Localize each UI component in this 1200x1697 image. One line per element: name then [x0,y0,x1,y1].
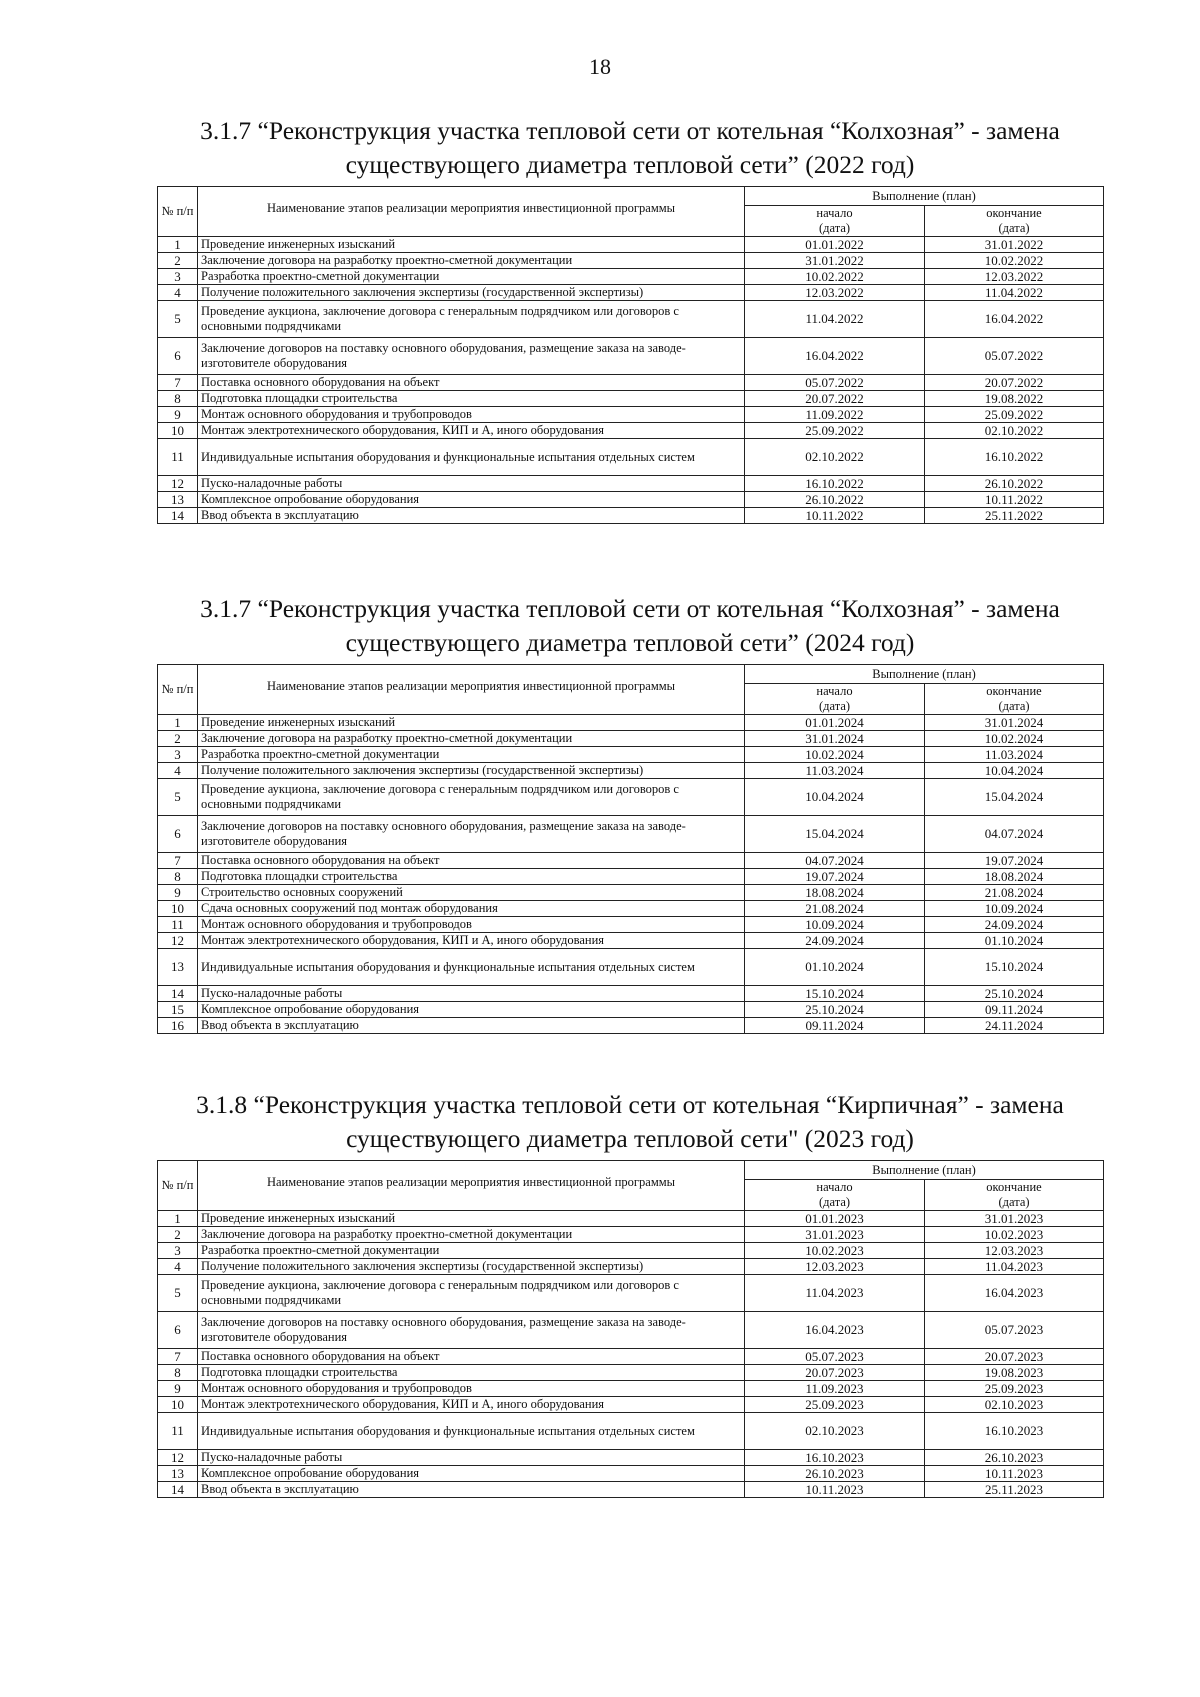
row-number: 5 [158,1275,198,1312]
end-date: 16.04.2022 [925,301,1104,338]
table-row [158,476,1104,492]
start-date: 05.07.2022 [745,375,925,391]
end-date: 16.10.2022 [925,439,1104,476]
table-row [158,1312,1104,1349]
stage-name: Проведение инженерных изысканий [198,237,745,253]
table-row [158,949,1104,986]
header-start-label: начало [816,684,853,698]
row-number: 8 [158,869,198,885]
stage-name: Пуско-наладочные работы [198,986,745,1002]
header-end-label: окончание [986,1180,1042,1194]
stage-name: Сдача основных сооружений под монтаж оборудования [198,901,745,917]
end-date: 11.03.2024 [925,747,1104,763]
table-row [158,375,1104,391]
section-title-line2: существующего диаметра тепловой сети" (2023 год) [346,1124,914,1153]
stage-name: Монтаж основного оборудования и трубопроводов [198,1381,745,1397]
stage-name: Поставка основного оборудования на объект [198,1349,745,1365]
section-kolkhoznaya-2024 [157,592,1103,1034]
end-date: 12.03.2023 [925,1243,1104,1259]
stage-name: Разработка проектно-сметной документации [198,1243,745,1259]
end-date: 04.07.2024 [925,816,1104,853]
row-number: 16 [158,1018,198,1034]
stage-name: Заключение договоров на поставку основного оборудования, размещение заказа на заводе-изготовителе оборудования [198,338,745,375]
end-date: 24.09.2024 [925,917,1104,933]
table-row [158,338,1104,375]
row-number: 13 [158,1466,198,1482]
row-number: 2 [158,731,198,747]
table-row [158,1002,1104,1018]
start-date: 18.08.2024 [745,885,925,901]
header-end [925,206,1104,237]
end-date: 11.04.2022 [925,285,1104,301]
row-number: 1 [158,715,198,731]
row-number: 3 [158,747,198,763]
header-name: Наименование этапов реализации мероприятия инвестиционной программы [198,1161,745,1211]
stage-name: Заключение договоров на поставку основного оборудования, размещение заказа на заводе-изготовителе оборудования [198,1312,745,1349]
table-row [158,1466,1104,1482]
end-date: 19.07.2024 [925,853,1104,869]
start-date: 16.10.2023 [745,1450,925,1466]
row-number: 2 [158,1227,198,1243]
stage-name: Индивидуальные испытания оборудования и функциональные испытания отдельных систем [198,439,745,476]
header-num: № п/п [158,187,198,237]
table-row [158,779,1104,816]
end-date: 11.04.2023 [925,1259,1104,1275]
table-row [158,1275,1104,1312]
row-number: 13 [158,949,198,986]
start-date: 31.01.2024 [745,731,925,747]
end-date: 10.11.2022 [925,492,1104,508]
section-title-line1: 3.1.7 “Реконструкция участка тепловой сети от котельная “Колхозная” - замена [200,116,1060,145]
stage-name: Разработка проектно-сметной документации [198,269,745,285]
stage-name: Комплексное опробование оборудования [198,1466,745,1482]
header-start-date: (дата) [818,1195,851,1209]
table-row [158,816,1104,853]
row-number: 13 [158,492,198,508]
start-date: 10.02.2022 [745,269,925,285]
row-number: 2 [158,253,198,269]
section-title-line2: существующего диаметра тепловой сети” (2024 год) [345,628,915,657]
start-date: 10.11.2022 [745,508,925,524]
start-date: 10.02.2024 [745,747,925,763]
start-date: 15.10.2024 [745,986,925,1002]
start-date: 09.11.2024 [745,1018,925,1034]
row-number: 11 [158,1413,198,1450]
row-number: 1 [158,237,198,253]
start-date: 11.09.2022 [745,407,925,423]
header-start [745,206,925,237]
table-row [158,763,1104,779]
row-number: 12 [158,1450,198,1466]
stage-name: Пуско-наладочные работы [198,476,745,492]
end-date: 10.11.2023 [925,1466,1104,1482]
stage-name: Монтаж электротехнического оборудования, КИП и А, иного оборудования [198,933,745,949]
table-row [158,391,1104,407]
header-execution: Выполнение (план) [745,1161,1104,1180]
row-number: 4 [158,763,198,779]
schedule-table [157,1160,1104,1498]
stage-name: Индивидуальные испытания оборудования и функциональные испытания отдельных систем [198,949,745,986]
end-date: 18.08.2024 [925,869,1104,885]
stage-name: Подготовка площадки строительства [198,869,745,885]
header-start-label: начало [816,1180,853,1194]
table-row [158,731,1104,747]
table-row [158,917,1104,933]
header-num: № п/п [158,1161,198,1211]
row-number: 3 [158,1243,198,1259]
header-end-date: (дата) [998,1195,1030,1209]
header-execution: Выполнение (план) [745,187,1104,206]
section-title [157,114,1103,182]
end-date: 25.11.2023 [925,1482,1104,1498]
header-end-label: окончание [986,684,1042,698]
start-date: 11.04.2023 [745,1275,925,1312]
section-title [157,1088,1103,1156]
stage-name: Поставка основного оборудования на объект [198,375,745,391]
table-row [158,1413,1104,1450]
stage-name: Проведение инженерных изысканий [198,1211,745,1227]
row-number: 1 [158,1211,198,1227]
header-name: Наименование этапов реализации мероприятия инвестиционной программы [198,187,745,237]
end-date: 31.01.2024 [925,715,1104,731]
table-row [158,269,1104,285]
row-number: 10 [158,901,198,917]
stage-name: Комплексное опробование оборудования [198,492,745,508]
table-row [158,1381,1104,1397]
end-date: 09.11.2024 [925,1002,1104,1018]
header-start [745,684,925,715]
header-start-date: (дата) [818,699,851,713]
start-date: 19.07.2024 [745,869,925,885]
table-row [158,407,1104,423]
stage-name: Разработка проектно-сметной документации [198,747,745,763]
table-row [158,853,1104,869]
stage-name: Заключение договора на разработку проектно-сметной документации [198,731,745,747]
start-date: 01.01.2023 [745,1211,925,1227]
header-end [925,1180,1104,1211]
header-num: № п/п [158,665,198,715]
schedule-table [157,186,1104,524]
start-date: 11.09.2023 [745,1381,925,1397]
table-row [158,1450,1104,1466]
stage-name: Монтаж электротехнического оборудования, КИП и А, иного оборудования [198,1397,745,1413]
end-date: 31.01.2023 [925,1211,1104,1227]
end-date: 15.04.2024 [925,779,1104,816]
section-kirpichnaya-2023 [157,1088,1103,1498]
table-row [158,508,1104,524]
end-date: 24.11.2024 [925,1018,1104,1034]
start-date: 02.10.2022 [745,439,925,476]
start-date: 31.01.2022 [745,253,925,269]
start-date: 11.04.2022 [745,301,925,338]
table-row [158,492,1104,508]
row-number: 15 [158,1002,198,1018]
header-end-date: (дата) [998,221,1030,235]
end-date: 26.10.2022 [925,476,1104,492]
end-date: 05.07.2023 [925,1312,1104,1349]
table-row [158,1482,1104,1498]
stage-name: Получение положительного заключения экспертизы (государственной экспертизы) [198,285,745,301]
header-name: Наименование этапов реализации мероприятия инвестиционной программы [198,665,745,715]
start-date: 21.08.2024 [745,901,925,917]
header-end-label: окончание [986,206,1042,220]
stage-name: Ввод объекта в эксплуатацию [198,1018,745,1034]
stage-name: Индивидуальные испытания оборудования и функциональные испытания отдельных систем [198,1413,745,1450]
end-date: 31.01.2022 [925,237,1104,253]
table-row [158,1227,1104,1243]
start-date: 16.04.2022 [745,338,925,375]
end-date: 10.04.2024 [925,763,1104,779]
end-date: 10.09.2024 [925,901,1104,917]
end-date: 25.11.2022 [925,508,1104,524]
start-date: 01.10.2024 [745,949,925,986]
section-kolkhoznaya-2022 [157,114,1103,524]
header-execution: Выполнение (план) [745,665,1104,684]
stage-name: Заключение договора на разработку проектно-сметной документации [198,253,745,269]
table-row [158,933,1104,949]
end-date: 20.07.2023 [925,1349,1104,1365]
start-date: 20.07.2022 [745,391,925,407]
table-row [158,439,1104,476]
start-date: 01.01.2024 [745,715,925,731]
start-date: 25.09.2022 [745,423,925,439]
stage-name: Строительство основных сооружений [198,885,745,901]
row-number: 14 [158,508,198,524]
row-number: 8 [158,391,198,407]
table-row [158,901,1104,917]
stage-name: Комплексное опробование оборудования [198,1002,745,1018]
start-date: 02.10.2023 [745,1413,925,1450]
stage-name: Заключение договора на разработку проектно-сметной документации [198,1227,745,1243]
section-title-line1: 3.1.7 “Реконструкция участка тепловой сети от котельная “Колхозная” - замена [200,594,1060,623]
start-date: 05.07.2023 [745,1349,925,1365]
table-row [158,869,1104,885]
table-row [158,1349,1104,1365]
stage-name: Получение положительного заключения экспертизы (государственной экспертизы) [198,1259,745,1275]
section-title [157,592,1103,660]
row-number: 6 [158,338,198,375]
stage-name: Проведение аукциона, заключение договора с генеральным подрядчиком или договоров с основными подрядчиками [198,1275,745,1312]
start-date: 15.04.2024 [745,816,925,853]
end-date: 02.10.2022 [925,423,1104,439]
schedule-table [157,664,1104,1034]
row-number: 10 [158,1397,198,1413]
stage-name: Подготовка площадки строительства [198,391,745,407]
start-date: 12.03.2023 [745,1259,925,1275]
start-date: 01.01.2022 [745,237,925,253]
end-date: 19.08.2023 [925,1365,1104,1381]
row-number: 7 [158,853,198,869]
row-number: 5 [158,301,198,338]
table-row [158,253,1104,269]
row-number: 5 [158,779,198,816]
stage-name: Монтаж основного оборудования и трубопроводов [198,407,745,423]
end-date: 10.02.2023 [925,1227,1104,1243]
end-date: 10.02.2024 [925,731,1104,747]
end-date: 19.08.2022 [925,391,1104,407]
start-date: 11.03.2024 [745,763,925,779]
page-number: 18 [589,54,611,79]
header-start [745,1180,925,1211]
end-date: 25.09.2023 [925,1381,1104,1397]
stage-name: Проведение аукциона, заключение договора с генеральным подрядчиком или договоров с основными подрядчиками [198,301,745,338]
stage-name: Монтаж электротехнического оборудования, КИП и А, иного оборудования [198,423,745,439]
row-number: 11 [158,439,198,476]
row-number: 8 [158,1365,198,1381]
table-row [158,986,1104,1002]
start-date: 10.11.2023 [745,1482,925,1498]
row-number: 9 [158,407,198,423]
section-title-line1: 3.1.8 “Реконструкция участка тепловой сети от котельная “Кирпичная” - замена [196,1090,1064,1119]
table-row [158,747,1104,763]
header-end-date: (дата) [998,699,1030,713]
row-number: 9 [158,885,198,901]
row-number: 10 [158,423,198,439]
end-date: 25.10.2024 [925,986,1104,1002]
table-row [158,237,1104,253]
table-row [158,285,1104,301]
row-number: 6 [158,1312,198,1349]
end-date: 10.02.2022 [925,253,1104,269]
stage-name: Ввод объекта в эксплуатацию [198,508,745,524]
start-date: 04.07.2024 [745,853,925,869]
start-date: 25.09.2023 [745,1397,925,1413]
header-end [925,684,1104,715]
row-number: 7 [158,375,198,391]
table-row [158,1259,1104,1275]
start-date: 10.04.2024 [745,779,925,816]
end-date: 15.10.2024 [925,949,1104,986]
row-number: 6 [158,816,198,853]
start-date: 31.01.2023 [745,1227,925,1243]
start-date: 26.10.2023 [745,1466,925,1482]
end-date: 21.08.2024 [925,885,1104,901]
end-date: 16.10.2023 [925,1413,1104,1450]
table-row [158,423,1104,439]
end-date: 20.07.2022 [925,375,1104,391]
stage-name: Монтаж основного оборудования и трубопроводов [198,917,745,933]
header-start-date: (дата) [818,221,851,235]
end-date: 12.03.2022 [925,269,1104,285]
row-number: 12 [158,476,198,492]
row-number: 14 [158,986,198,1002]
end-date: 16.04.2023 [925,1275,1104,1312]
row-number: 14 [158,1482,198,1498]
row-number: 12 [158,933,198,949]
stage-name: Проведение инженерных изысканий [198,715,745,731]
stage-name: Поставка основного оборудования на объект [198,853,745,869]
row-number: 4 [158,1259,198,1275]
row-number: 7 [158,1349,198,1365]
table-row [158,885,1104,901]
start-date: 20.07.2023 [745,1365,925,1381]
row-number: 9 [158,1381,198,1397]
start-date: 12.03.2022 [745,285,925,301]
start-date: 16.10.2022 [745,476,925,492]
start-date: 26.10.2022 [745,492,925,508]
row-number: 3 [158,269,198,285]
section-title-line2: существующего диаметра тепловой сети” (2022 год) [345,150,915,179]
start-date: 24.09.2024 [745,933,925,949]
stage-name: Заключение договоров на поставку основного оборудования, размещение заказа на заводе-изготовителе оборудования [198,816,745,853]
end-date: 25.09.2022 [925,407,1104,423]
end-date: 01.10.2024 [925,933,1104,949]
row-number: 4 [158,285,198,301]
start-date: 10.02.2023 [745,1243,925,1259]
table-row [158,715,1104,731]
end-date: 02.10.2023 [925,1397,1104,1413]
stage-name: Получение положительного заключения экспертизы (государственной экспертизы) [198,763,745,779]
stage-name: Пуско-наладочные работы [198,1450,745,1466]
stage-name: Ввод объекта в эксплуатацию [198,1482,745,1498]
start-date: 16.04.2023 [745,1312,925,1349]
stage-name: Проведение аукциона, заключение договора с генеральным подрядчиком или договоров с основными подрядчиками [198,779,745,816]
end-date: 05.07.2022 [925,338,1104,375]
row-number: 11 [158,917,198,933]
table-row [158,1211,1104,1227]
stage-name: Подготовка площадки строительства [198,1365,745,1381]
table-row [158,1243,1104,1259]
table-row [158,1397,1104,1413]
table-row [158,1018,1104,1034]
end-date: 26.10.2023 [925,1450,1104,1466]
header-start-label: начало [816,206,853,220]
start-date: 10.09.2024 [745,917,925,933]
table-row [158,301,1104,338]
start-date: 25.10.2024 [745,1002,925,1018]
table-row [158,1365,1104,1381]
